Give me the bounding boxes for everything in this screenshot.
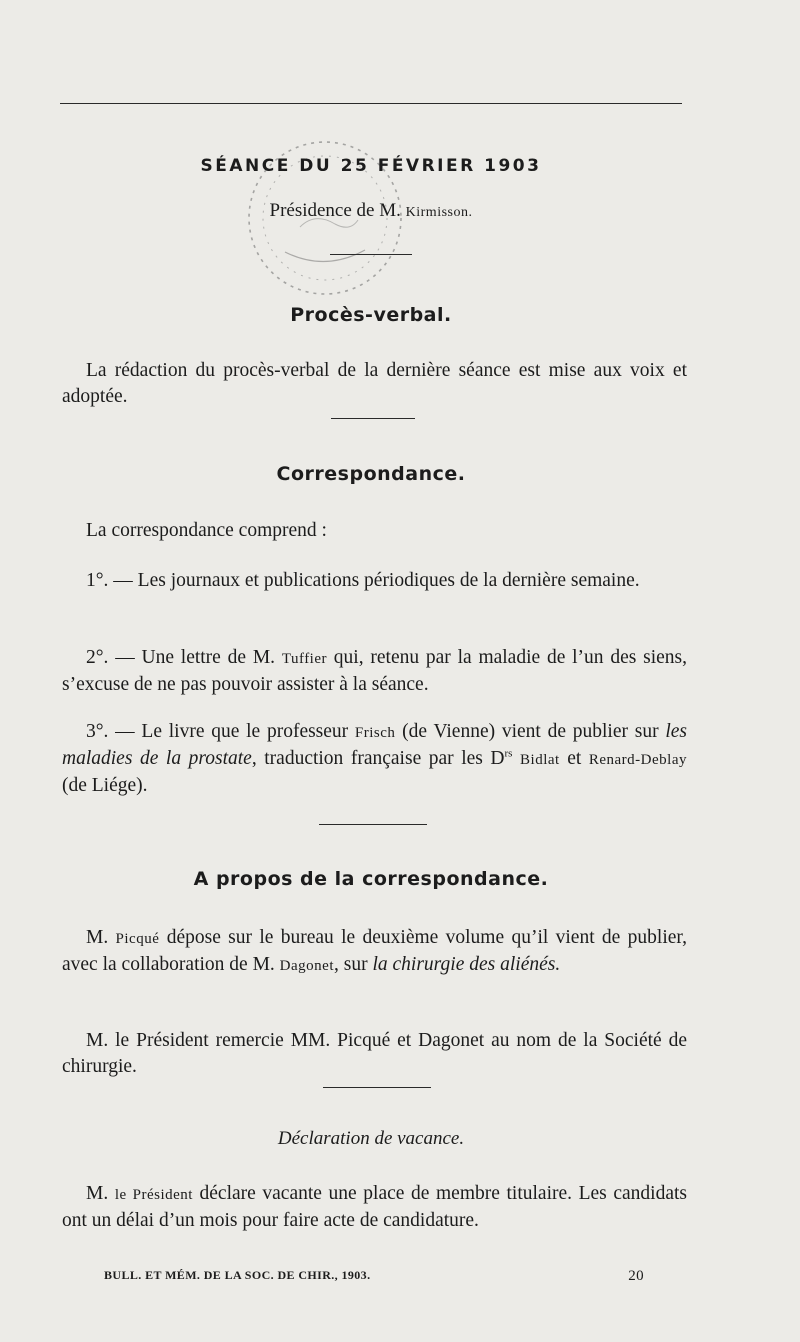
a-propos-p1-block [62,925,687,979]
section-rule [331,418,415,419]
item3-text-e: et [559,748,589,769]
item2-name: Tuffier [281,651,328,667]
item2-text-b: qui, retenu par la maladie de l’un des siens, s’excuse de ne pas pouvoir assister à la séance. [62,647,688,695]
item3-name2: Bidlat [520,752,560,768]
correspondance-item3-block [62,719,687,799]
proces-verbal-heading: Procès-verbal. [290,304,452,326]
item3-text-a: 3°. — Le livre que le professeur [86,721,355,742]
item2-text-a: 2°. — Une lettre de M. [86,647,282,668]
section-rule [323,1087,431,1088]
correspondance-item2 [62,645,687,698]
vacance-heading: Déclaration de vacance. [277,1128,465,1149]
page-number: 20 [628,1268,644,1284]
correspondance-item1: 1°. — Les journaux et publications périodiques de la dernière semaine. [86,570,640,591]
item3-book-title: les maladies de la prostate [62,721,687,769]
a-propos-p1 [62,925,687,979]
header-rule [60,103,682,104]
correspondance-item2-block [62,645,687,698]
item3-text-d [512,748,520,769]
vacance-president: le Président [114,1187,193,1203]
item3-text-c: , traduction française par les D [251,748,505,769]
vacance-p1 [62,1181,687,1234]
correspondance-item1-block [62,568,687,594]
vacance-text-a: M. [86,1183,115,1204]
a-propos-p2: M. le Président remercie MM. Picqué et Dagonet au nom de la Société de chirurgie. [62,1030,687,1077]
item3-text-f: (de Liége). [62,775,148,796]
correspondance-item3 [62,719,687,799]
a-propos-name: Picqué [115,931,160,947]
footer-journal: BULL. ET MÉM. DE LA SOC. DE CHIR., 1903. [104,1268,371,1282]
correspondance-heading: Correspondance. [276,463,466,485]
a-propos-p2-block [62,1028,687,1080]
a-propos-book-title: la chirurgie des aliénés. [372,954,561,975]
presidence-line [60,200,682,222]
item3-sup: rs [504,747,513,760]
item3-name: Frisch [354,725,396,741]
proces-verbal-text: La rédaction du procès-verbal de la dernière séance est mise aux voix et adoptée. [62,360,687,407]
a-propos-text-b: dépose sur le bureau le deuxième volume qu’il vient de publier, avec la collaboration de M. [62,927,687,975]
correspondance-intro: La correspondance comprend : [86,520,327,541]
correspondance-intro-block [62,518,687,544]
a-propos-heading: A propos de la correspondance. [193,868,549,890]
a-propos-text-c: , sur [334,954,373,975]
item3-name3: Renard-Deblay [588,752,687,768]
vacance-text-b: déclare vacante une place de membre titulaire. Les candidats ont un délai d’un mois pour faire acte de candidature. [62,1183,687,1231]
item3-text-b: (de Vienne) vient de publier sur [395,721,666,742]
seance-title: SÉANCE DU 25 FÉVRIER 1903 [200,156,542,176]
section-rule [330,254,412,255]
section-rule [319,824,427,825]
president-name: Kirmisson. [405,205,473,220]
a-propos-text-a: M. [86,927,116,948]
a-propos-name2: Dagonet [279,958,334,974]
vacance-p1-block [62,1181,687,1234]
presidence-prefix: Présidence de M. [269,200,406,221]
proces-verbal-text-block [62,358,687,410]
